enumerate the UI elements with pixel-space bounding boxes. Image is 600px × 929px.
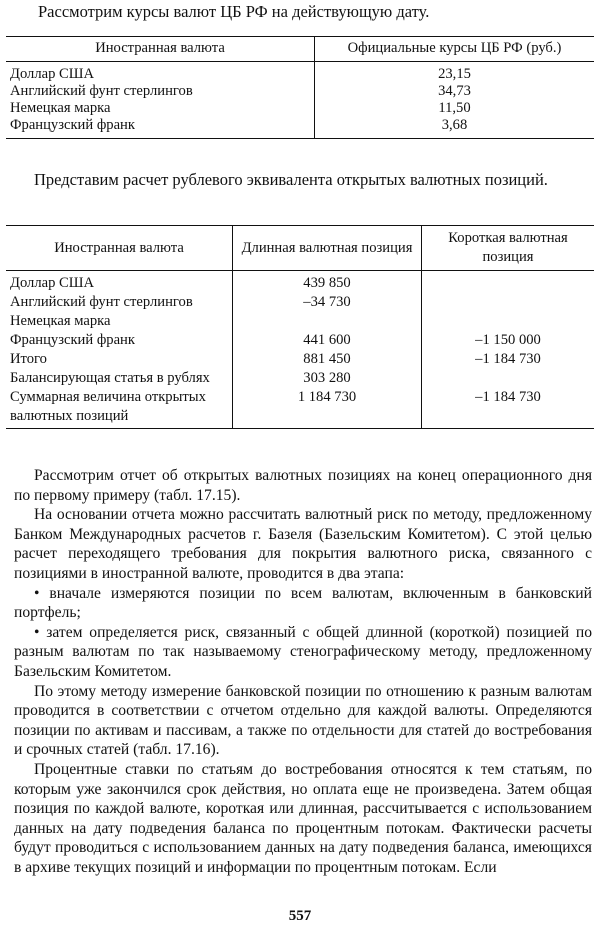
table-row — [6, 293, 594, 312]
exchange-rate-table — [6, 36, 594, 139]
table2-cell: –34 730 — [233, 293, 422, 312]
table1-cell: 3,68 — [315, 117, 595, 139]
table1-cell: Немецкая марка — [10, 100, 111, 116]
table-row — [6, 271, 594, 294]
table2-header-short: Короткая валютная позиция — [422, 226, 595, 271]
table2-cell: 441 600 — [233, 331, 422, 350]
paragraph: На основании отчета можно рассчитать валютный риск по методу, предложенному Банком Международных расчетов г. Базеля (Базельским Комитетом). С этой целью расчет переходящего требования для покрытия валютного риска, связанного с позициями в иностранной валюте, проводится в два этапа: — [14, 506, 592, 582]
table-row — [6, 331, 594, 350]
intro-text-2: Представим расчет рублевого эквивалента открытых валютных позиций. — [34, 170, 548, 189]
table1-cell: Английский фунт стерлингов — [10, 83, 193, 99]
table-row — [6, 83, 594, 100]
table2-cell — [422, 312, 595, 331]
bullet-item: • вначале измеряются позиции по всем валютам, включенным в банковский портфель; — [14, 584, 592, 622]
table2-cell: 881 450 — [233, 350, 422, 369]
table-row — [6, 100, 594, 117]
open-positions-table — [6, 225, 594, 429]
table2-cell: Итого — [10, 351, 47, 367]
table2-cell — [422, 271, 595, 294]
table-row — [6, 62, 594, 84]
table1-cell: 11,50 — [315, 100, 595, 117]
table1-cell: Доллар США — [10, 66, 95, 82]
table2-cell — [422, 293, 595, 312]
table2-cell: –1 184 730 — [422, 350, 595, 369]
table2-cell: 439 850 — [233, 271, 422, 294]
table1-cell: 34,73 — [315, 83, 595, 100]
table2-cell: 1 184 730 — [233, 388, 422, 429]
table-row — [6, 369, 594, 388]
table2-cell: –1 150 000 — [422, 331, 595, 350]
table2-cell: –1 184 730 — [422, 388, 595, 429]
table2-cell: Немецкая марка — [10, 313, 111, 329]
table1-header-currency: Иностранная валюта — [6, 37, 315, 62]
table-row — [6, 117, 594, 139]
table1-header-rate: Официальные курсы ЦБ РФ (руб.) — [315, 37, 595, 62]
table-row — [6, 312, 594, 331]
paragraph: Рассмотрим отчет об открытых валютных позициях на конец операционного дня по первому примеру (табл. 17.15). — [14, 467, 592, 504]
table2-cell: Доллар США — [10, 275, 95, 291]
table2-header-currency: Иностранная валюта — [6, 226, 233, 271]
table2-cell — [422, 369, 595, 388]
body-text — [14, 466, 592, 877]
table-row — [6, 350, 594, 369]
table2-header-long: Длинная валютная позиция — [233, 226, 422, 271]
table2-cell: Балансирующая статья в рублях — [10, 370, 210, 386]
intro-text-1: Рассмотрим курсы валют ЦБ РФ на действующую дату. — [38, 2, 430, 21]
paragraph: По этому методу измерение банковской позиции по отношению к разным валютам проводится в соответствии с отчетом отдельно для каждой валюты. Определяются позиции по активам и пассивам, а также по отдельности для статей до востребования и срочных статей (табл. 17.16). — [14, 682, 592, 759]
table1-cell: Французский франк — [10, 117, 135, 133]
table2-cell: Французский франк — [10, 332, 135, 348]
table2-cell: Английский фунт стерлингов — [10, 294, 193, 310]
table-row — [6, 388, 594, 429]
bullet-item: • затем определяется риск, связанный с общей длинной (короткой) позицией по разным валютам по так называемому стенографическому методу, предложенному Базельским Комитетом. — [14, 623, 592, 680]
table2-cell — [233, 312, 422, 331]
page-number: 557 — [288, 908, 312, 924]
table2-cell: 303 280 — [233, 369, 422, 388]
paragraph: Процентные ставки по статьям до востребования относятся к тем статьям, по которым уже закончился срок действия, но оплата еще не произведена. Затем общая позиция по каждой валюте, короткая или длинная, рассчитывается с использованием данных на дату подведения баланса по процентным потокам. Фактически расчеты будут проводиться с использованием данных на дату подведения баланса, имеющихся в архиве текущих позиций и информации по процентным потокам. Если — [14, 760, 592, 876]
table2-cell: Суммарная величина открытых валютных позиций — [10, 389, 206, 424]
table1-cell: 23,15 — [315, 62, 595, 84]
